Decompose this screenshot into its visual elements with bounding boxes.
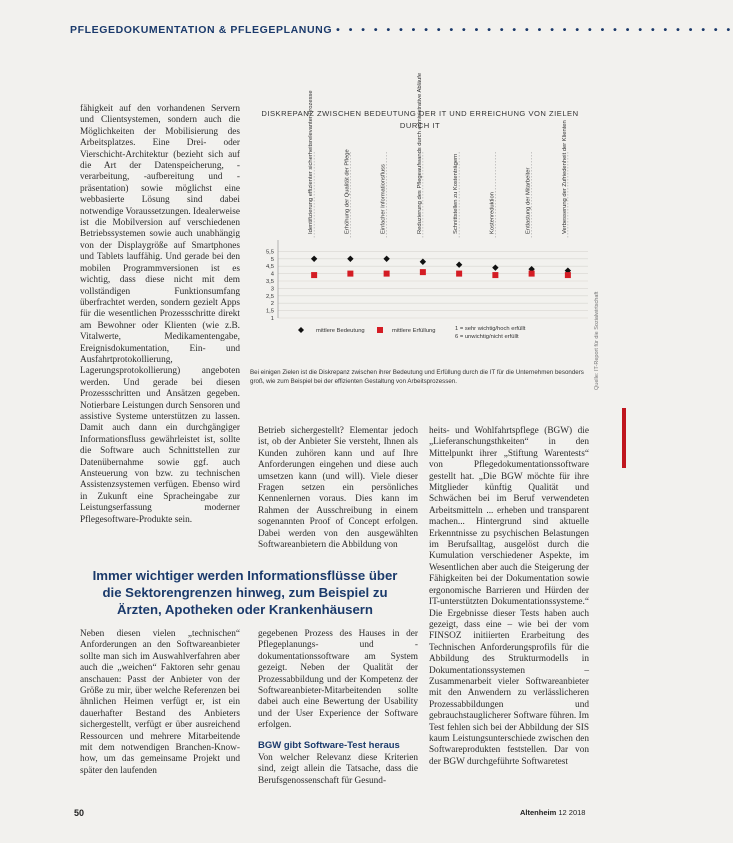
category-label: Kostenreduktion: [489, 192, 496, 234]
article-column-1: [80, 104, 240, 549]
y-tick-label: 2: [270, 301, 274, 308]
chart-credit: Quelle: IT-Report für die Sozialwirtschaft: [594, 291, 600, 390]
paragraph: fähigkeit auf den vorhandenen Servern und Clientsystemen, sondern auch die Möglichkeiten der Mobilisierung des Arbeitsplatzes. Eine Drei- oder Vierschicht-Architektur (bezieht sich auf die Art der Datenspeicherung, -verarbeitung, -aufbereitung und -präsentation) sowie möglichst eine webbasierte Lösung sind dabei notwendige Voraussetzungen. Idealerweise ist die Mobilversion auf verschiedenen Betriebssystemen sowie auch unabhängig von der Displaygröße auf Smartphones und Tablets lauffähig. Und gerade bei den mobilen Programmversionen ist es wichtig, dass diese nicht mit dem vollständigen Funktionsumfang überfrachtet werden, sondern gezielt Apps für die wesentlichen Prozessschritte direkt am Bewohner oder Klienten (wie z.B. Vitalwerte, Medikamentengabe, Ereignisdokumentation, Ein- und Ausfahrtprotokollierung, Lagerungsprotokollierung) angeboten werden. Und gerade bei diesen Prozessschritten und Ansätzen gegeben. Notierbare Leistungen durch Sensoren und assistive Systeme unterstützen zu lassen. Damit auch dann ein durchgängiger Informationsfluss gewährleistet ist, sollte die Software auch Schnittstellen zur Datenübernahme sowie ggf. auch Ansteuerung von bzw. zu technischen Assistenzsystemen verfügen. Ebenso wird in Zukunft eine Spracheingabe zur Leistungserfassung moderner Pflegesoftware-Produkte sein.: [80, 104, 240, 525]
y-tick-label: 1,5: [265, 308, 274, 315]
y-tick-label: 5,5: [265, 249, 274, 256]
scale-note: 1 = sehr wichtig/hoch erfüllt: [455, 326, 526, 332]
category-label: Reduzierung des Pflegeaufwands durch administrative Abläufe: [416, 72, 423, 234]
magazine-name: Altenheim: [520, 808, 557, 817]
data-point-erfuellung: [529, 271, 535, 277]
data-point-erfuellung: [565, 272, 571, 278]
data-point-bedeutung: [492, 264, 498, 270]
paragraph: heits- und Wohlfahrtspflege (BGW) die „Lieferanschungsthkeiten“ in den Mittelpunkt ihrer „Stiftung Warentests“ von Pflegedokumentationssoftware gestellt hat. „Die BGW möchte für ihre Mitglieder künftig Qualität und Schwächen bei im Beruf verwendeten Arbeitsmitteln ... erheben und transparent machen... Hintergrund sind aktuelle Erkenntnisse zu psychischen Belastungen im Berufsalltag, ausgelöst durch die Kumulation verschiedener Aspekte, im Wesentlichen aber auch die Steigerung der Fähigkeiten bei der Dokumentation sowie ergonomische Barrieren und Hürden der IT-unterstützten Dokumentationssysteme.“ Die Ergebnisse dieser Tests haben auch gezeigt, dass eine – wie bei der vom FINSOZ initiierten Erarbeitung des Technischen Anforderungsprofils für die Abbildung des Strukturmodells in Dokumentationssystemen – Zusammenarbeit vieler Softwareanbieter mit den Anwendern zu verlässlicheren Prozessabbildungen und gebrauchstauglicherer Software führen. Im Test fehlen sich bei der Abbildung der SIS kaum Leistungsunterschiede zwischen den Softwareprodukten feststellen. Dar von der BGW durchgeführte Softwaretest: [429, 426, 589, 767]
legend-label-erfuellung: mittlere Erfüllung: [392, 328, 436, 334]
data-point-bedeutung: [347, 256, 353, 262]
category-label: Verbesserung der Zufriedenheit der Klienten: [561, 120, 568, 234]
article-column-3: [429, 426, 589, 806]
data-point-erfuellung: [384, 271, 390, 277]
paragraph: Von welcher Relevanz diese Kriterien sind, zeigt allein die Tatsache, dass die Berufsgenossenschaft für Gesund-: [258, 753, 418, 786]
y-tick-label: 2,5: [265, 293, 274, 300]
data-point-erfuellung: [456, 271, 462, 277]
data-point-erfuellung: [492, 272, 498, 278]
article-column-2-end: [258, 753, 418, 805]
page-edge-tab: [622, 408, 626, 468]
header-dots: • • • • • • • • • • • • • • • • • • • • • • • • • • • • • • • •: [336, 24, 733, 36]
data-point-bedeutung: [311, 256, 317, 262]
y-tick-label: 3: [270, 286, 274, 293]
category-label: Einfacher Informationsfluss: [380, 164, 387, 234]
issue: 12 2018: [558, 808, 586, 817]
chart-title: DISKREPANZ ZWISCHEN BEDEUTUNG DER IT UND ERREICHUNG VON ZIELEN DURCH IT: [261, 109, 579, 130]
article-column-2-lower: [258, 629, 418, 739]
data-point-erfuellung: [347, 271, 353, 277]
data-point-erfuellung: [420, 269, 426, 275]
y-tick-label: 3,5: [265, 279, 274, 285]
footer-magazine: [520, 808, 585, 817]
data-point-bedeutung: [420, 259, 426, 265]
paragraph: gegebenen Prozess des Hauses in der Pflegeplanungs- und -dokumentationssoftware am System gezeigt. Neben der Qualität der Prozessabbildung und der Kompetenz der Softwareanbieter-Mitarbeitenden sollte dabei auch eine Bewertung der Usability und der User Experience der Software erfolgen.: [258, 629, 418, 731]
scale-note: 6 = unwichtig/nicht erfüllt: [455, 334, 519, 340]
paragraph: Neben diesen vielen „technischen“ Anforderungen an den Softwareanbieter sollte man sich im Auswahlverfahren aber auch die „weichen“ Faktoren sehr genau anschauen: Passt der Anbieter von der Größe zu mir, über welche Referenzen bei ähnlichen Heimen verfügt er, ist ein dauerhafter Bestand des Anbieters sichergestellt, verfügt er über ausreichend Ressourcen und mehrere Mitarbeitende mit dem notwendigen Branchen-Know-how, um das gemeinsame Projekt und später den laufenden: [80, 629, 240, 776]
paragraph: Betrieb sichergestellt? Elementar jedoch ist, ob der Anbieter Sie versteht, Ihnen als Kunden zuhören kann und auf Ihre Anforderungen eingehen und diese auch umsetzen kann (und will). Viele dieser Fragen setzen ein persönliches Kennenlernen voraus. Dies kann im Rahmen der Ausschreibung in einem sogenannten Proof of Concept erfolgen. Dabei werden von den ausgewählten Softwareanbietern die Abbildung von: [258, 426, 418, 551]
y-tick-label: 4: [270, 271, 274, 278]
subheading: BGW gibt Software-Test heraus: [258, 740, 400, 751]
page-number: 50: [74, 808, 85, 818]
article-column-2: [258, 426, 418, 554]
category-label: Entlastung der Mitarbeiter: [525, 167, 532, 234]
section-header: [70, 24, 733, 38]
y-tick-label: 5: [270, 256, 274, 263]
legend-marker-erfuellung: [377, 327, 383, 333]
data-point-bedeutung: [456, 262, 462, 268]
category-label: Identifizierung effizienter sicherheitsrelevanter Prozesse: [308, 90, 315, 234]
data-point-erfuellung: [311, 272, 317, 278]
data-point-bedeutung: [383, 256, 389, 262]
section-title: PFLEGEDOKUMENTATION & PFLEGEPLANUNG: [70, 24, 333, 36]
chart-caption: Bei einigen Zielen ist die Diskrepanz zwischen ihrer Bedeutung und Erfüllung durch die IT für die Unternehmen besonders groß, wie zum Beispiel bei der effizienten Gestaltung von Arbeitsprozessen.: [250, 369, 584, 385]
y-tick-label: 1: [270, 316, 274, 322]
chart-svg: [250, 72, 590, 400]
category-label: Schnittstellen zu Kostenträgern: [453, 153, 460, 234]
legend-marker-bedeutung: [298, 327, 304, 333]
article-column-1-lower: [80, 629, 240, 801]
legend-label-bedeutung: mittlere Bedeutung: [316, 328, 365, 334]
chart: [250, 72, 590, 400]
pull-quote: Immer wichtiger werden Informationsflüsse über die Sektorengrenzen hinweg, zum Beispiel zu Ärzten, Apotheken oder Krankenhäusern: [92, 568, 398, 617]
y-tick-label: 4,5: [265, 264, 274, 271]
category-label: Erhöhung der Qualität der Pflege: [344, 149, 351, 234]
